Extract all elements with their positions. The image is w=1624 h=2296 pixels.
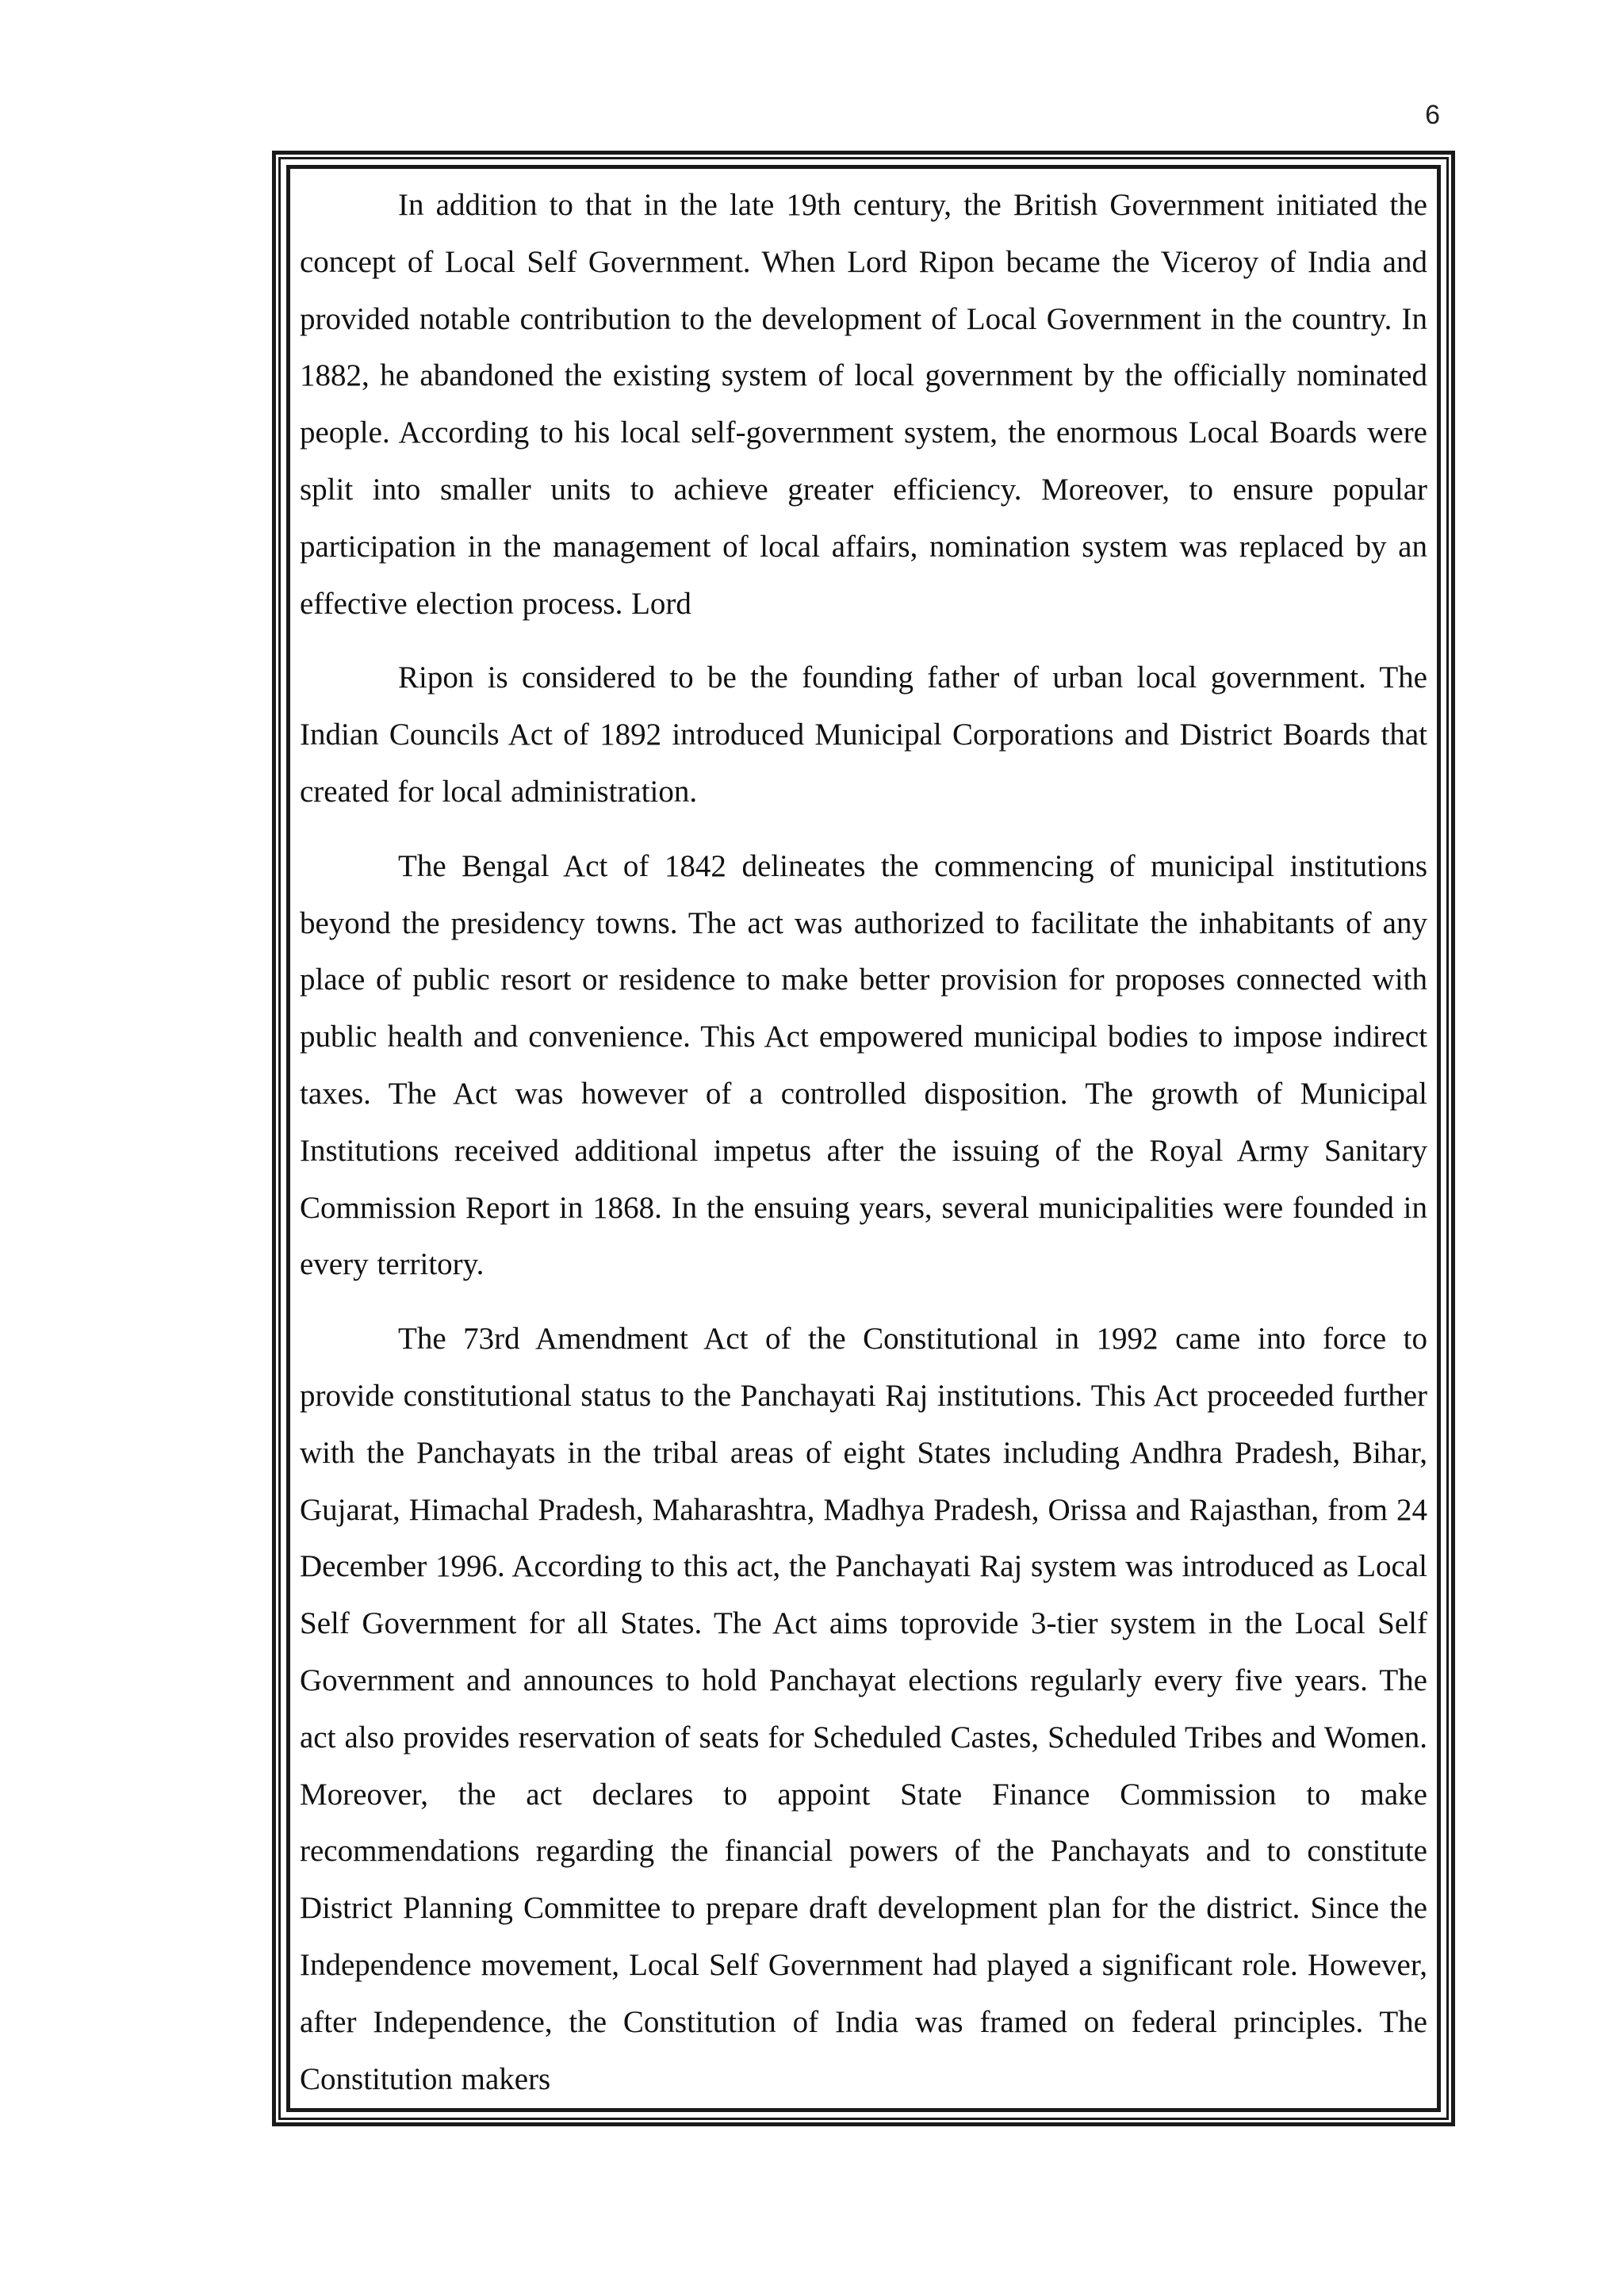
- paragraph-ripon-founding-father: Ripon is considered to be the founding father of urban local government. The Indian Councils Act of 1892 introduced Municipal Corporations and District Boards that created for local administration.: [300, 660, 1427, 809]
- body-text: [300, 177, 1427, 2112]
- paragraph-bengal-act: The Bengal Act of 1842 delineates the commencing of municipal institutions beyond the presidency towns. The act was authorized to facilitate the inhabitants of any place of public resort or residence to make better provision for proposes connected with public health and convenience. This Act empowered municipal bodies to impose indirect taxes. The Act was however of a controlled disposition. The growth of Municipal Institutions received additional impetus after the issuing of the Royal Army Sanitary Commission Report in 1868. In the ensuing years, several municipalities were founded in every territory.: [300, 848, 1427, 1282]
- paragraph-lord-ripon-intro: In addition to that in the late 19th century, the British Government initiated the concept of Local Self Government. When Lord Ripon became the Viceroy of India and provided notable contribution to the development of Local Government in the country. In 1882, he abandoned the existing system of local government by the officially nominated people. According to his local self-government system, the enormous Local Boards were split into smaller units to achieve greater efficiency. Moreover, to ensure popular participation in the management of local affairs, nomination system was replaced by an effective election process. Lord: [300, 188, 1427, 621]
- page-number: 6: [1425, 100, 1440, 130]
- paragraph-73rd-amendment: The 73rd Amendment Act of the Constitutional in 1992 came into force to provide constitutional status to the Panchayati Raj institutions. This Act proceeded further with the Panchayats in the tribal areas of eight States including Andhra Pradesh, Bihar, Gujarat, Himachal Pradesh, Maharashtra, Madhya Pradesh, Orissa and Rajasthan, from 24 December 1996. According to this act, the Panchayati Raj system was introduced as Local Self Government for all States. The Act aims toprovide 3-tier system in the Local Self Government and announces to hold Panchayat elections regularly every five years. The act also provides reservation of seats for Scheduled Castes, Scheduled Tribes and Women. Moreover, the act declares to appoint State Finance Commission to make recommendations regarding the financial powers of the Panchayats and to constitute District Planning Committee to prepare draft development plan for the district. Since the Independence movement, Local Self Government had played a significant role. However, after Independence, the Constitution of India was framed on federal principles. The Constitution makers: [300, 1322, 1428, 2096]
- page-border-inner: [286, 165, 1441, 2112]
